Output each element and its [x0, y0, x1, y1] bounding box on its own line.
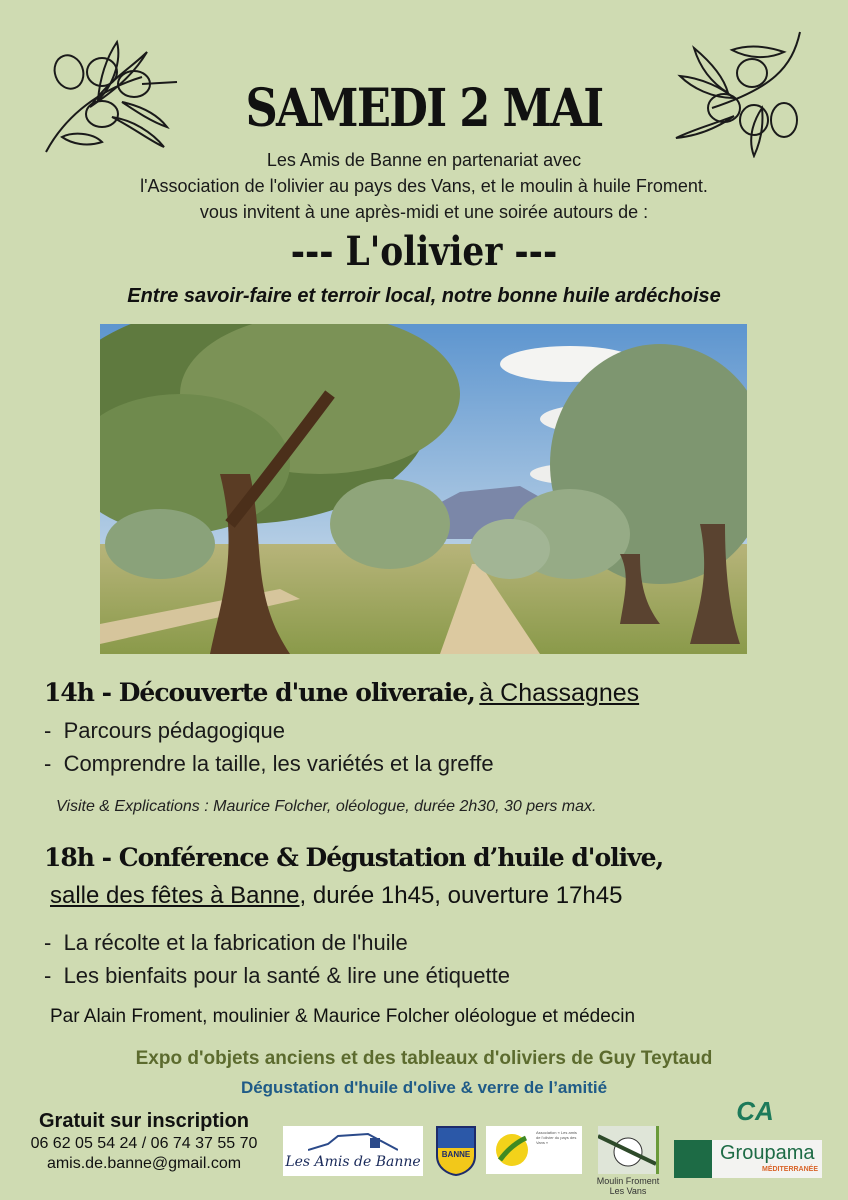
event-1-location: à Chassagnes — [479, 679, 640, 707]
logo-association-olivier: Association « Les amis de l'olivier du pays des Vans » — [486, 1126, 582, 1174]
event-2-details: salle des fêtes à Banne, durée 1h45, ouverture 17h45 — [50, 882, 623, 909]
list-item: - La récolte et la fabrication de l'huile — [44, 930, 408, 955]
logo-groupama: Groupama MÉDITERRANÉE — [674, 1140, 822, 1178]
list-item: - Comprendre la taille, les variétés et la greffe — [44, 751, 494, 776]
logo-amis-de-banne: Les Amis de Banne — [283, 1126, 423, 1176]
castle-icon — [308, 1130, 398, 1154]
event-1-heading — [44, 678, 639, 708]
contact-block — [14, 1110, 274, 1173]
event-2-speakers: Par Alain Froment, moulinier & Maurice Folcher oléologue et médecin — [50, 1006, 636, 1027]
phone-numbers[interactable]: 06 62 05 54 24 / 06 74 37 55 70 — [30, 1135, 258, 1152]
expo-text: Expo d'objets anciens et des tableaux d'oliviers de Guy Teytaud — [135, 1048, 713, 1069]
list-item: - Parcours pédagogique — [44, 718, 285, 743]
moulin-caption: Moulin Froment Les Vans — [596, 1176, 660, 1196]
email-link[interactable]: amis.de.banne@gmail.com — [46, 1155, 242, 1172]
intro-line: vous invitent à une après-midi et une soirée autours de : — [199, 202, 649, 222]
event-2-location: salle des fêtes à Banne — [50, 882, 300, 909]
intro-line: Les Amis de Banne en partenariat avec — [266, 150, 582, 170]
tagline: Entre savoir-faire et terroir local, notre bonne huile ardéchoise — [127, 285, 721, 307]
logo-credit-agricole: CA — [736, 1096, 774, 1126]
subtitle: --- L'olivier --- — [290, 228, 558, 275]
event-2-heading: 18h - Conférence & Dégustation d’huile d'olive, — [44, 843, 664, 872]
intro-line: l'Association de l'olivier au pays des Vans, et le moulin à huile Froment. — [140, 176, 708, 196]
page-title: SAMEDI 2 MAI — [245, 78, 603, 139]
logo-moulin-froment — [598, 1126, 659, 1174]
free-label: Gratuit sur inscription — [38, 1110, 250, 1132]
logo-banne-crest: BANNE — [436, 1126, 476, 1176]
groupama-emblem-icon — [674, 1140, 712, 1178]
list-item: - Les bienfaits pour la santé & lire une étiquette — [44, 963, 510, 988]
degustation-text: Dégustation d'huile d'olive & verre de l’amitié — [240, 1078, 608, 1097]
sun-olive-icon — [492, 1130, 532, 1170]
event-1-note: Visite & Explications : Maurice Folcher, oléologue, durée 2h30, 30 pers max. — [56, 798, 597, 815]
olive-grove-photo — [100, 324, 747, 654]
event-1-time-title: 14h - Découverte d'une oliveraie, — [44, 678, 475, 707]
